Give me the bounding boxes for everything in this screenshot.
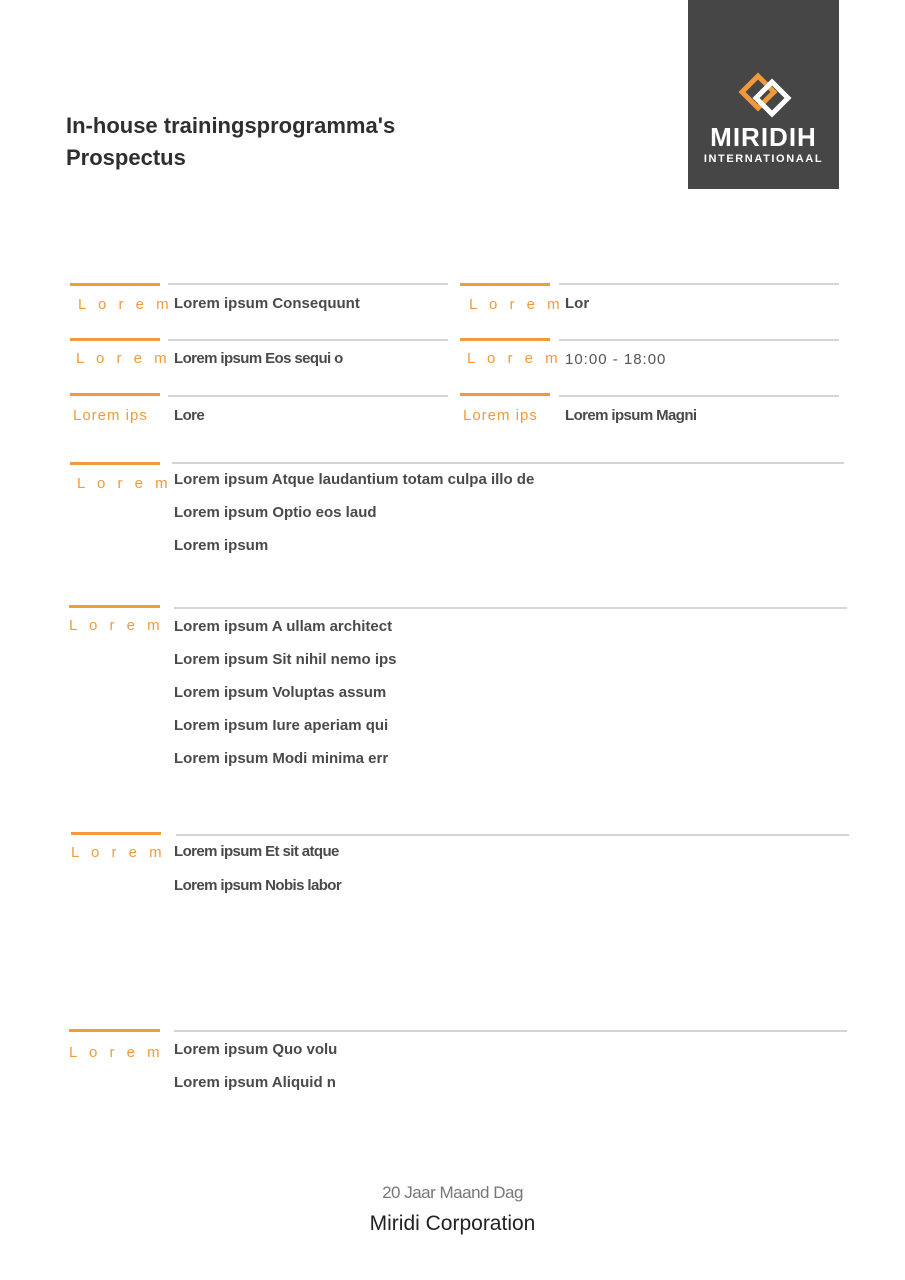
label-rule <box>460 393 550 396</box>
label-rule <box>70 283 160 286</box>
value-rule <box>559 339 839 341</box>
section-label: L o r e m <box>71 844 166 861</box>
list-item: Lorem ipsum Atque laudantium totam culpa illo de <box>174 471 535 488</box>
field-label: L o r e m <box>469 296 564 313</box>
section-rule <box>176 834 849 836</box>
list-item: Lorem ipsum Voluptas assum <box>174 684 387 701</box>
logo-name: MIRIDIH <box>710 122 817 152</box>
list-item: Lorem ipsum Et sit atque <box>174 843 339 860</box>
section-rule <box>172 462 844 464</box>
section-label-rule <box>71 832 161 835</box>
field-label: L o r e m <box>78 296 173 313</box>
label-rule <box>460 283 550 286</box>
label-rule <box>70 393 160 396</box>
list-item: Lorem ipsum <box>174 537 269 554</box>
list-item: Lorem ipsum Sit nihil nemo ips <box>174 651 397 668</box>
field-value: Lor <box>565 295 590 312</box>
footer-date: 20 Jaar Maand Dag <box>382 1183 523 1202</box>
field-label: L o r e m <box>76 350 171 367</box>
list-item: Lorem ipsum Nobis labor <box>174 877 342 894</box>
value-rule <box>168 339 448 341</box>
list-item: Lorem ipsum Iure aperiam qui <box>174 717 389 734</box>
title-line-2: Prospectus <box>66 145 186 170</box>
value-rule <box>559 395 839 397</box>
label-rule <box>460 338 550 341</box>
footer-company: Miridi Corporation <box>369 1212 536 1235</box>
field-label: Lorem ips <box>73 407 148 424</box>
logo-subtitle: INTERNATIONAAL <box>703 153 824 165</box>
list-item: Lorem ipsum Aliquid n <box>174 1074 336 1091</box>
field-label: Lorem ips <box>463 407 538 424</box>
list-item: Lorem ipsum Modi minima err <box>174 750 389 767</box>
section-rule <box>174 607 847 609</box>
time-value: 10:00 - 18:00 <box>565 351 667 368</box>
title-line-1: In-house trainingsprogramma's <box>66 113 396 138</box>
page-title <box>66 110 395 174</box>
section-rule <box>174 1030 847 1032</box>
diamond-logo-icon <box>738 72 794 120</box>
section-label: L o r e m <box>77 475 172 492</box>
value-rule <box>168 283 448 285</box>
section-label-rule <box>69 605 160 608</box>
section-label: L o r e m <box>69 617 164 634</box>
company-logo <box>688 0 839 189</box>
value-rule <box>168 395 448 397</box>
section-label-rule <box>69 1029 160 1032</box>
label-rule <box>70 338 160 341</box>
field-value: Lorem ipsum Magni <box>565 407 697 424</box>
list-item: Lorem ipsum Optio eos laud <box>174 504 377 521</box>
list-item: Lorem ipsum Quo volu <box>174 1041 338 1058</box>
field-value: Lorem ipsum Eos sequi o <box>174 350 343 367</box>
field-value: Lore <box>174 407 205 424</box>
field-label: L o r e m <box>467 350 562 367</box>
value-rule <box>559 283 839 285</box>
section-label: L o r e m <box>69 1044 164 1061</box>
list-item: Lorem ipsum A ullam architect <box>174 618 393 635</box>
field-value: Lorem ipsum Consequunt <box>174 295 360 312</box>
section-label-rule <box>70 462 160 465</box>
